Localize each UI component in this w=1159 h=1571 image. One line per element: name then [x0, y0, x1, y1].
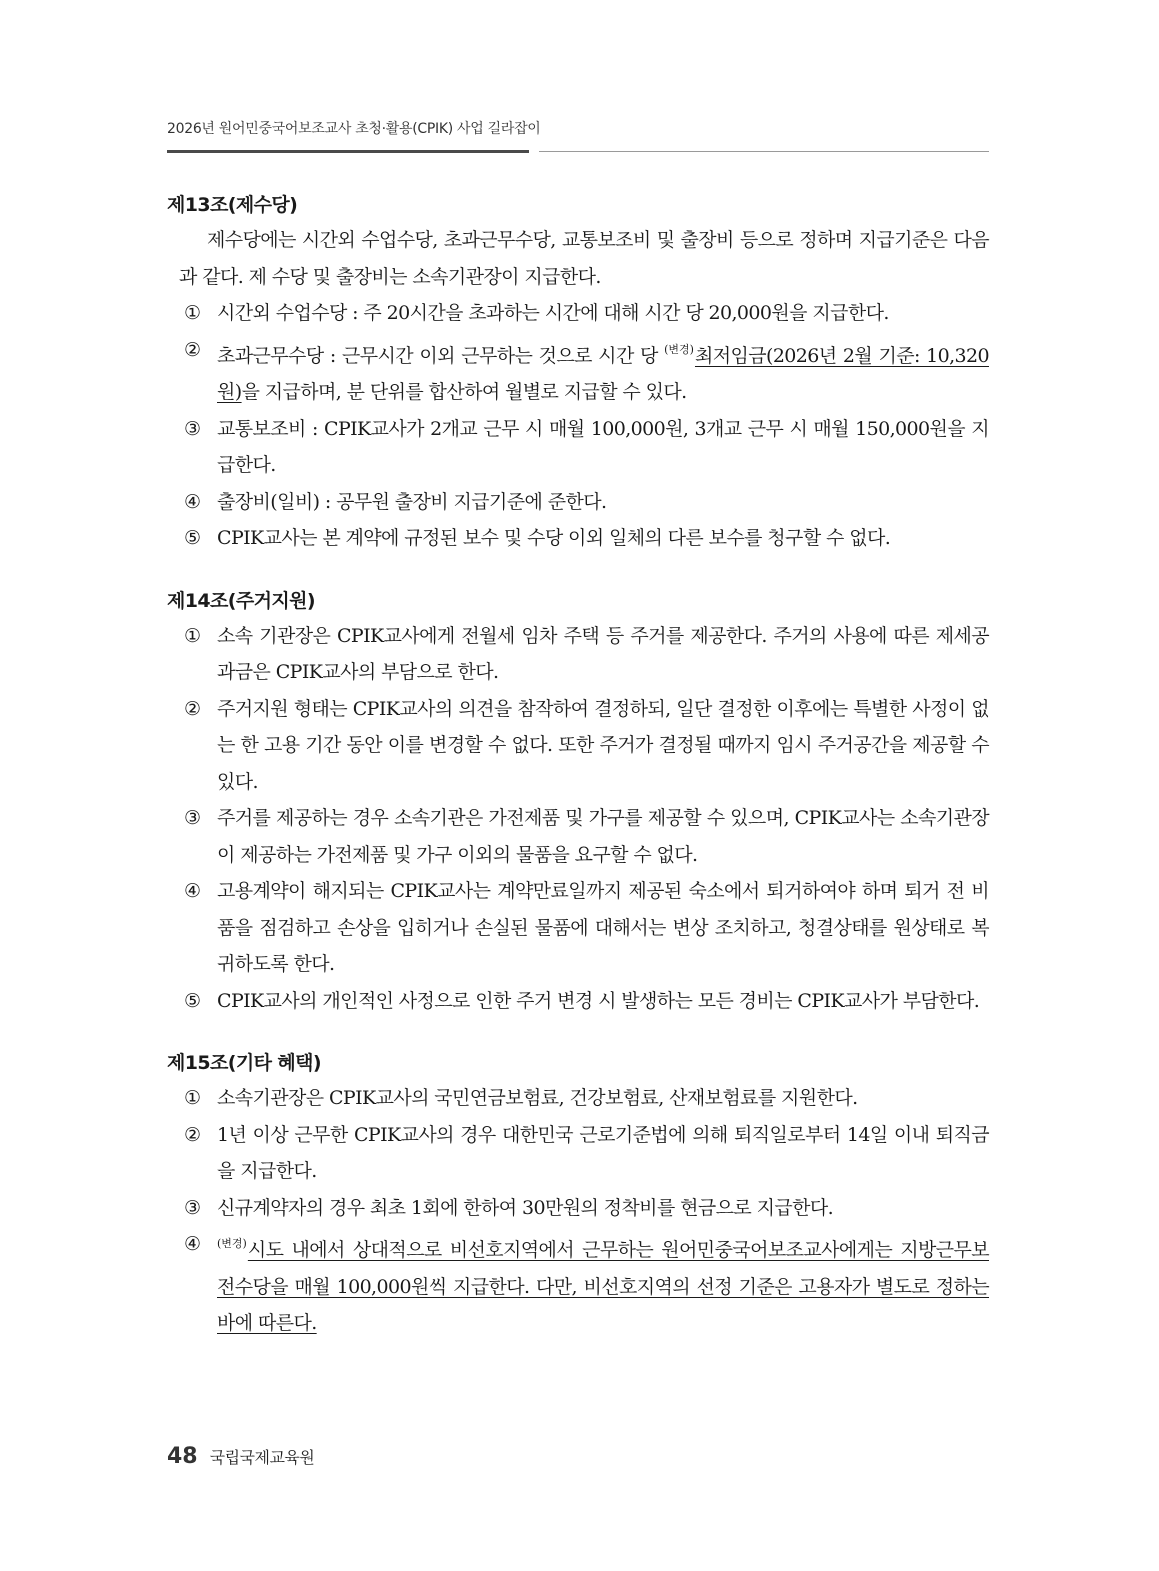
item-number: ④	[184, 880, 201, 902]
item-text: 주거지원 형태는 CPIK교사의 의견을 참작하여 결정하되, 일단 결정한 이후에는 특별한 사정이 없는 한 고용 기간 동안 이를 변경할 수 없다. 또한 주거가 결정될 때까지 임시 주거공간을 제공할 수 있다.	[217, 697, 989, 793]
item-number: ①	[184, 1087, 201, 1109]
item-text: 소속기관장은 CPIK교사의 국민연금보험료, 건강보험료, 산재보험료를 지원한다.	[217, 1087, 858, 1109]
item-number: ②	[184, 697, 201, 720]
item-text: 시간외 수업수당 : 주 20시간을 초과하는 시간에 대해 시간 당 20,000원을 지급한다.	[217, 302, 889, 324]
page-header	[167, 118, 989, 138]
item-number: ③	[184, 1196, 201, 1219]
item-text: 고용계약이 해지되는 CPIK교사는 계약만료일까지 제공된 숙소에서 퇴거하여야 하며 퇴거 전 비품을 점검하고 손상을 입히거나 손실된 물품에 대해서는 변상 조치하고, 청결상태를 원상태로 복귀하도록 한다.	[217, 880, 989, 975]
page-footer	[167, 1444, 314, 1469]
item-text: 초과근무수당 : 근무시간 이외 근무하는 것으로 시간 당	[217, 344, 665, 367]
item-text: 소속 기관장은 CPIK교사에게 전월세 임차 주택 등 주거를 제공한다. 주거의 사용에 따른 제세공과금은 CPIK교사의 부담으로 한다.	[217, 624, 989, 683]
article-15	[167, 1048, 989, 1342]
article-15-item-4	[167, 1226, 989, 1342]
item-number: ②	[184, 1123, 201, 1146]
article-14-item-3	[167, 800, 989, 873]
article-13-item-5	[167, 520, 989, 557]
item-number: ④	[184, 490, 201, 513]
item-text: CPIK교사는 본 계약에 규정된 보수 및 수당 이외 일체의 다른 보수를 청구할 수 없다.	[217, 527, 891, 549]
header-rule-thin	[539, 151, 989, 152]
item-number: ①	[184, 624, 201, 647]
article-14-item-5	[167, 983, 989, 1020]
item-text: 출장비(일비) : 공무원 출장비 지급기준에 준한다.	[217, 490, 607, 513]
item-number: ①	[184, 302, 201, 324]
article-15-item-1	[167, 1080, 989, 1117]
changed-text: 최저임금(2026년 2월 기준: 10,320원)	[217, 344, 989, 403]
article-14-item-4	[167, 873, 989, 983]
header-title: 2026년 원어민중국어보조교사 초청·활용(CPIK) 사업 길라잡이	[167, 121, 541, 137]
article-13-item-1	[167, 295, 989, 332]
header-rule-thick	[167, 150, 529, 153]
article-15-title: 제15조(기타 혜택)	[167, 1052, 321, 1074]
change-marker: (변경)	[217, 1237, 247, 1250]
article-15-item-3	[167, 1190, 989, 1227]
item-number: ②	[184, 338, 201, 361]
article-14-item-1	[167, 618, 989, 691]
change-marker: (변경)	[664, 342, 694, 356]
item-text-cont: 을 지급하며, 분 단위를 합산하여 월별로 지급할 수 있다.	[241, 381, 687, 403]
page-number: 48	[167, 1444, 198, 1469]
item-text: 교통보조비 : CPIK교사가 2개교 근무 시 매월 100,000원, 3개교 근무 시 매월 150,000원을 지급한다.	[217, 417, 989, 476]
article-13-item-2	[167, 332, 989, 411]
article-13-title: 제13조(제수당)	[167, 194, 298, 216]
item-text: 신규계약자의 경우 최초 1회에 한하여 30만원의 정착비를 현금으로 지급한다.	[217, 1196, 834, 1219]
changed-text: 시도 내에서 상대적으로 비선호지역에서 근무하는 원어민중국어보조교사에게는 지방근무보전수당을 매월 100,000원씩 지급한다. 다만, 비선호지역의 선정 기준은 고용자가 별도로 정하는 바에 따른다.	[217, 1239, 989, 1334]
footer-org-name: 국립국제교육원	[209, 1448, 315, 1467]
article-13-intro: 제수당에는 시간외 수업수당, 초과근무수당, 교통보조비 및 출장비 등으로 정하며 지급기준은 다음과 같다. 제 수당 및 출장비는 소속기관장이 지급한다.	[179, 229, 989, 288]
article-13-item-4	[167, 484, 989, 521]
item-number: ③	[184, 807, 201, 829]
item-text: 주거를 제공하는 경우 소속기관은 가전제품 및 가구를 제공할 수 있으며, CPIK교사는 소속기관장이 제공하는 가전제품 및 가구 이외의 물품을 요구할 수 없다.	[217, 807, 989, 866]
item-text: 1년 이상 근무한 CPIK교사의 경우 대한민국 근로기준법에 의해 퇴직일로부터 14일 이내 퇴직금을 지급한다.	[217, 1123, 989, 1182]
article-15-item-2	[167, 1117, 989, 1190]
document-body	[167, 190, 989, 1342]
item-number: ⑤	[184, 989, 201, 1012]
article-14-title: 제14조(주거지원)	[167, 589, 315, 612]
item-number: ⑤	[184, 527, 201, 549]
article-14	[167, 586, 989, 1020]
item-number: ④	[184, 1233, 201, 1255]
item-text: CPIK교사의 개인적인 사정으로 인한 주거 변경 시 발생하는 모든 경비는 CPIK교사가 부담한다.	[217, 989, 980, 1012]
article-14-item-2	[167, 691, 989, 801]
article-13	[167, 190, 989, 557]
article-13-item-3	[167, 411, 989, 484]
item-number: ③	[184, 417, 201, 440]
